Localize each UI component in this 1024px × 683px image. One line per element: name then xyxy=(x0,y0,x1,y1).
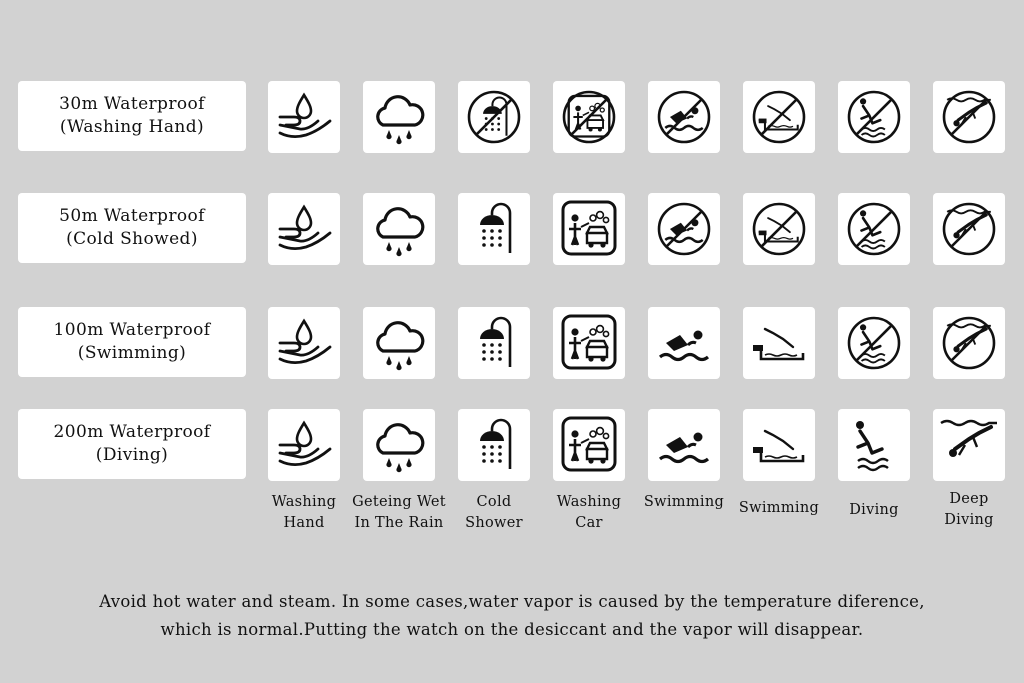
hand-water-drop-icon xyxy=(268,193,340,265)
caption-line: Car xyxy=(575,515,603,531)
allowed-car-wash-tile xyxy=(553,193,625,265)
prohibited-icon xyxy=(659,204,709,254)
caption-cold-shower xyxy=(439,492,549,534)
diver-icon xyxy=(838,81,910,153)
rating-use: (Washing Hand) xyxy=(59,117,205,137)
diver-icon xyxy=(838,193,910,265)
allowed-shower-tile xyxy=(458,409,530,481)
rating-depth: 200m Waterproof xyxy=(53,422,211,442)
caption-rain xyxy=(344,492,454,534)
allowed-shower-tile xyxy=(458,307,530,379)
allowed-rain-cloud-tile xyxy=(363,193,435,265)
prohibited-icon xyxy=(754,204,804,254)
not-allowed-swimmer-tile xyxy=(648,193,720,265)
allowed-rain-cloud-tile xyxy=(363,307,435,379)
shower-icon xyxy=(458,307,530,379)
allowed-shower-tile xyxy=(458,193,530,265)
hand-water-drop-icon xyxy=(268,409,340,481)
allowed-hand-water-drop-tile xyxy=(268,409,340,481)
swimmer-icon xyxy=(648,307,720,379)
car-wash-icon xyxy=(553,193,625,265)
rating-label xyxy=(18,81,246,151)
rating-label xyxy=(18,307,246,377)
swimmer-icon xyxy=(648,409,720,481)
rating-use: (Swimming) xyxy=(77,343,187,363)
not-allowed-deep-diver-tile xyxy=(933,307,1005,379)
rating-row-100m xyxy=(0,307,1024,381)
caption-diving xyxy=(819,500,929,521)
not-allowed-deep-diver-tile xyxy=(933,193,1005,265)
allowed-deep-diver-tile xyxy=(933,409,1005,481)
caption-line: Geteing Wet xyxy=(352,494,446,510)
allowed-hand-water-drop-tile xyxy=(268,81,340,153)
rating-row-30m xyxy=(0,81,1024,155)
pool-dive-icon xyxy=(743,307,815,379)
not-allowed-pool-dive-tile xyxy=(743,193,815,265)
not-allowed-diver-tile xyxy=(838,307,910,379)
shower-icon xyxy=(458,193,530,265)
rain-cloud-icon xyxy=(363,307,435,379)
caption-line: Deep xyxy=(949,491,989,507)
not-allowed-diver-tile xyxy=(838,193,910,265)
not-allowed-car-wash-tile xyxy=(553,81,625,153)
prohibited-icon xyxy=(564,92,614,142)
allowed-diver-tile xyxy=(838,409,910,481)
allowed-pool-dive-tile xyxy=(743,307,815,379)
pool-dive-icon xyxy=(743,81,815,153)
rating-use: (Diving) xyxy=(95,445,169,465)
not-allowed-pool-dive-tile xyxy=(743,81,815,153)
swimmer-icon xyxy=(648,81,720,153)
caption-line: In The Rain xyxy=(354,515,444,531)
caption-swimming-pool xyxy=(724,498,834,519)
not-allowed-diver-tile xyxy=(838,81,910,153)
hand-water-drop-icon xyxy=(268,81,340,153)
deep-diver-icon xyxy=(933,409,1005,481)
pool-dive-icon xyxy=(743,193,815,265)
allowed-swimmer-tile xyxy=(648,307,720,379)
rating-label xyxy=(18,193,246,263)
shower-icon xyxy=(458,409,530,481)
prohibited-icon xyxy=(849,92,899,142)
prohibited-icon xyxy=(944,92,994,142)
caption-line: Swimming xyxy=(643,494,725,510)
diver-icon xyxy=(838,409,910,481)
allowed-swimmer-tile xyxy=(648,409,720,481)
caption-deep-diving xyxy=(914,489,1024,531)
prohibited-icon xyxy=(944,318,994,368)
caption-line: Swimming xyxy=(738,500,820,516)
prohibited-icon xyxy=(754,92,804,142)
caption-line: Diving xyxy=(849,502,899,518)
caption-line: Hand xyxy=(283,515,325,531)
car-wash-icon xyxy=(553,409,625,481)
note-line: Avoid hot water and steam. In some cases,water vapor is caused by the temperature diference, xyxy=(99,592,925,611)
swimmer-icon xyxy=(648,193,720,265)
prohibited-icon xyxy=(944,204,994,254)
allowed-rain-cloud-tile xyxy=(363,81,435,153)
caption-line: Cold xyxy=(476,494,512,510)
prohibited-icon xyxy=(849,204,899,254)
caption-washing-hand xyxy=(249,492,359,534)
deep-diver-icon xyxy=(933,307,1005,379)
caption-line: Diving xyxy=(944,512,994,528)
care-note xyxy=(40,588,984,644)
allowed-rain-cloud-tile xyxy=(363,409,435,481)
rating-depth: 100m Waterproof xyxy=(53,320,211,340)
not-allowed-deep-diver-tile xyxy=(933,81,1005,153)
car-wash-icon xyxy=(553,81,625,153)
caption-swimming xyxy=(629,492,739,513)
rain-cloud-icon xyxy=(363,81,435,153)
rating-label xyxy=(18,409,246,479)
not-allowed-swimmer-tile xyxy=(648,81,720,153)
rating-row-50m xyxy=(0,193,1024,267)
caption-washing-car xyxy=(534,492,644,534)
pool-dive-icon xyxy=(743,409,815,481)
deep-diver-icon xyxy=(933,81,1005,153)
prohibited-icon xyxy=(849,318,899,368)
shower-icon xyxy=(458,81,530,153)
caption-line: Washing xyxy=(271,494,337,510)
allowed-hand-water-drop-tile xyxy=(268,307,340,379)
prohibited-icon xyxy=(659,92,709,142)
allowed-pool-dive-tile xyxy=(743,409,815,481)
rain-cloud-icon xyxy=(363,409,435,481)
car-wash-icon xyxy=(553,307,625,379)
diver-icon xyxy=(838,307,910,379)
rating-depth: 50m Waterproof xyxy=(59,206,205,226)
deep-diver-icon xyxy=(933,193,1005,265)
hand-water-drop-icon xyxy=(268,307,340,379)
allowed-car-wash-tile xyxy=(553,307,625,379)
note-line: which is normal.Putting the watch on the desiccant and the vapor will disappear. xyxy=(160,620,864,639)
rating-use: (Cold Showed) xyxy=(66,229,198,249)
rating-row-200m xyxy=(0,409,1024,483)
allowed-hand-water-drop-tile xyxy=(268,193,340,265)
rain-cloud-icon xyxy=(363,193,435,265)
not-allowed-shower-tile xyxy=(458,81,530,153)
caption-line: Washing xyxy=(556,494,622,510)
allowed-car-wash-tile xyxy=(553,409,625,481)
caption-line: Shower xyxy=(465,515,523,531)
rating-depth: 30m Waterproof xyxy=(59,94,205,114)
